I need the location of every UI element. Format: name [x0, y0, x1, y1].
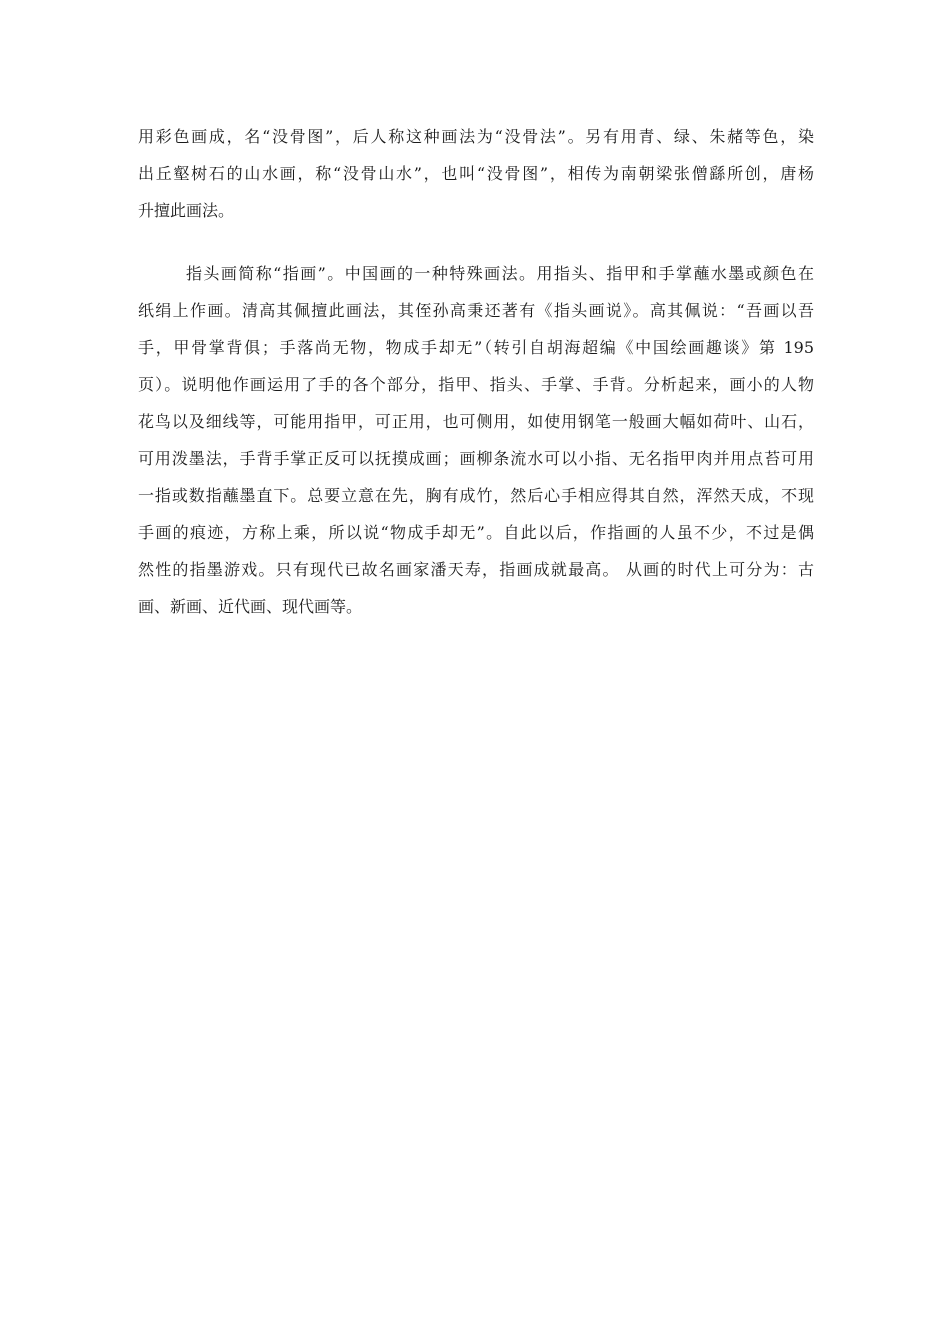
text-line: 指头画简称“指画”。中国画的一种特殊画法。用指头、指甲和手掌蘸水墨或颜色在 — [186, 264, 814, 283]
text-line: 一指或数指蘸墨直下。总要立意在先，胸有成竹，然后心手相应得其自然，浑然天成，不现 — [138, 486, 814, 505]
paragraph-mogu — [138, 118, 814, 229]
text-line: 然性的指墨游戏。只有现代已故名画家潘天寿，指画成就最高。 从画的时代上可分为：古 — [138, 560, 814, 579]
text-line: 升擅此画法。 — [138, 201, 235, 220]
document-body — [138, 118, 814, 625]
text-line: 页）。说明他作画运用了手的各个部分，指甲、指头、手掌、手背。分析起来，画小的人物 — [138, 375, 814, 394]
text-line: 纸绢上作画。清高其佩擅此画法，其侄孙高秉还著有《指头画说》。高其佩说：“吾画以吾 — [138, 301, 814, 320]
text-line: 手画的痕迹，方称上乘，所以说“物成手却无”。自此以后，作指画的人虽不少，不过是偶 — [138, 523, 814, 542]
text-line: 手，甲骨掌背俱；手落尚无物，物成手却无”（转引自胡海超编《中国绘画趣谈》第 195 — [138, 338, 814, 357]
paragraph-gap — [138, 229, 814, 255]
paragraph-zhihua — [138, 255, 814, 625]
text-line: 用彩色画成，名“没骨图”，后人称这种画法为“没骨法”。另有用青、绿、朱赭等色，染 — [138, 127, 814, 146]
text-line: 可用泼墨法，手背手掌正反可以抚摸成画；画柳条流水可以小指、无名指甲肉并用点苔可用 — [138, 449, 814, 468]
text-line: 画、新画、近代画、现代画等。 — [138, 597, 363, 616]
text-line: 花鸟以及细线等，可能用指甲，可正用，也可侧用，如使用钢笔一般画大幅如荷叶、山石， — [138, 412, 814, 431]
text-line: 出丘壑树石的山水画，称“没骨山水”，也叫“没骨图”，相传为南朝梁张僧繇所创，唐杨 — [138, 164, 814, 183]
